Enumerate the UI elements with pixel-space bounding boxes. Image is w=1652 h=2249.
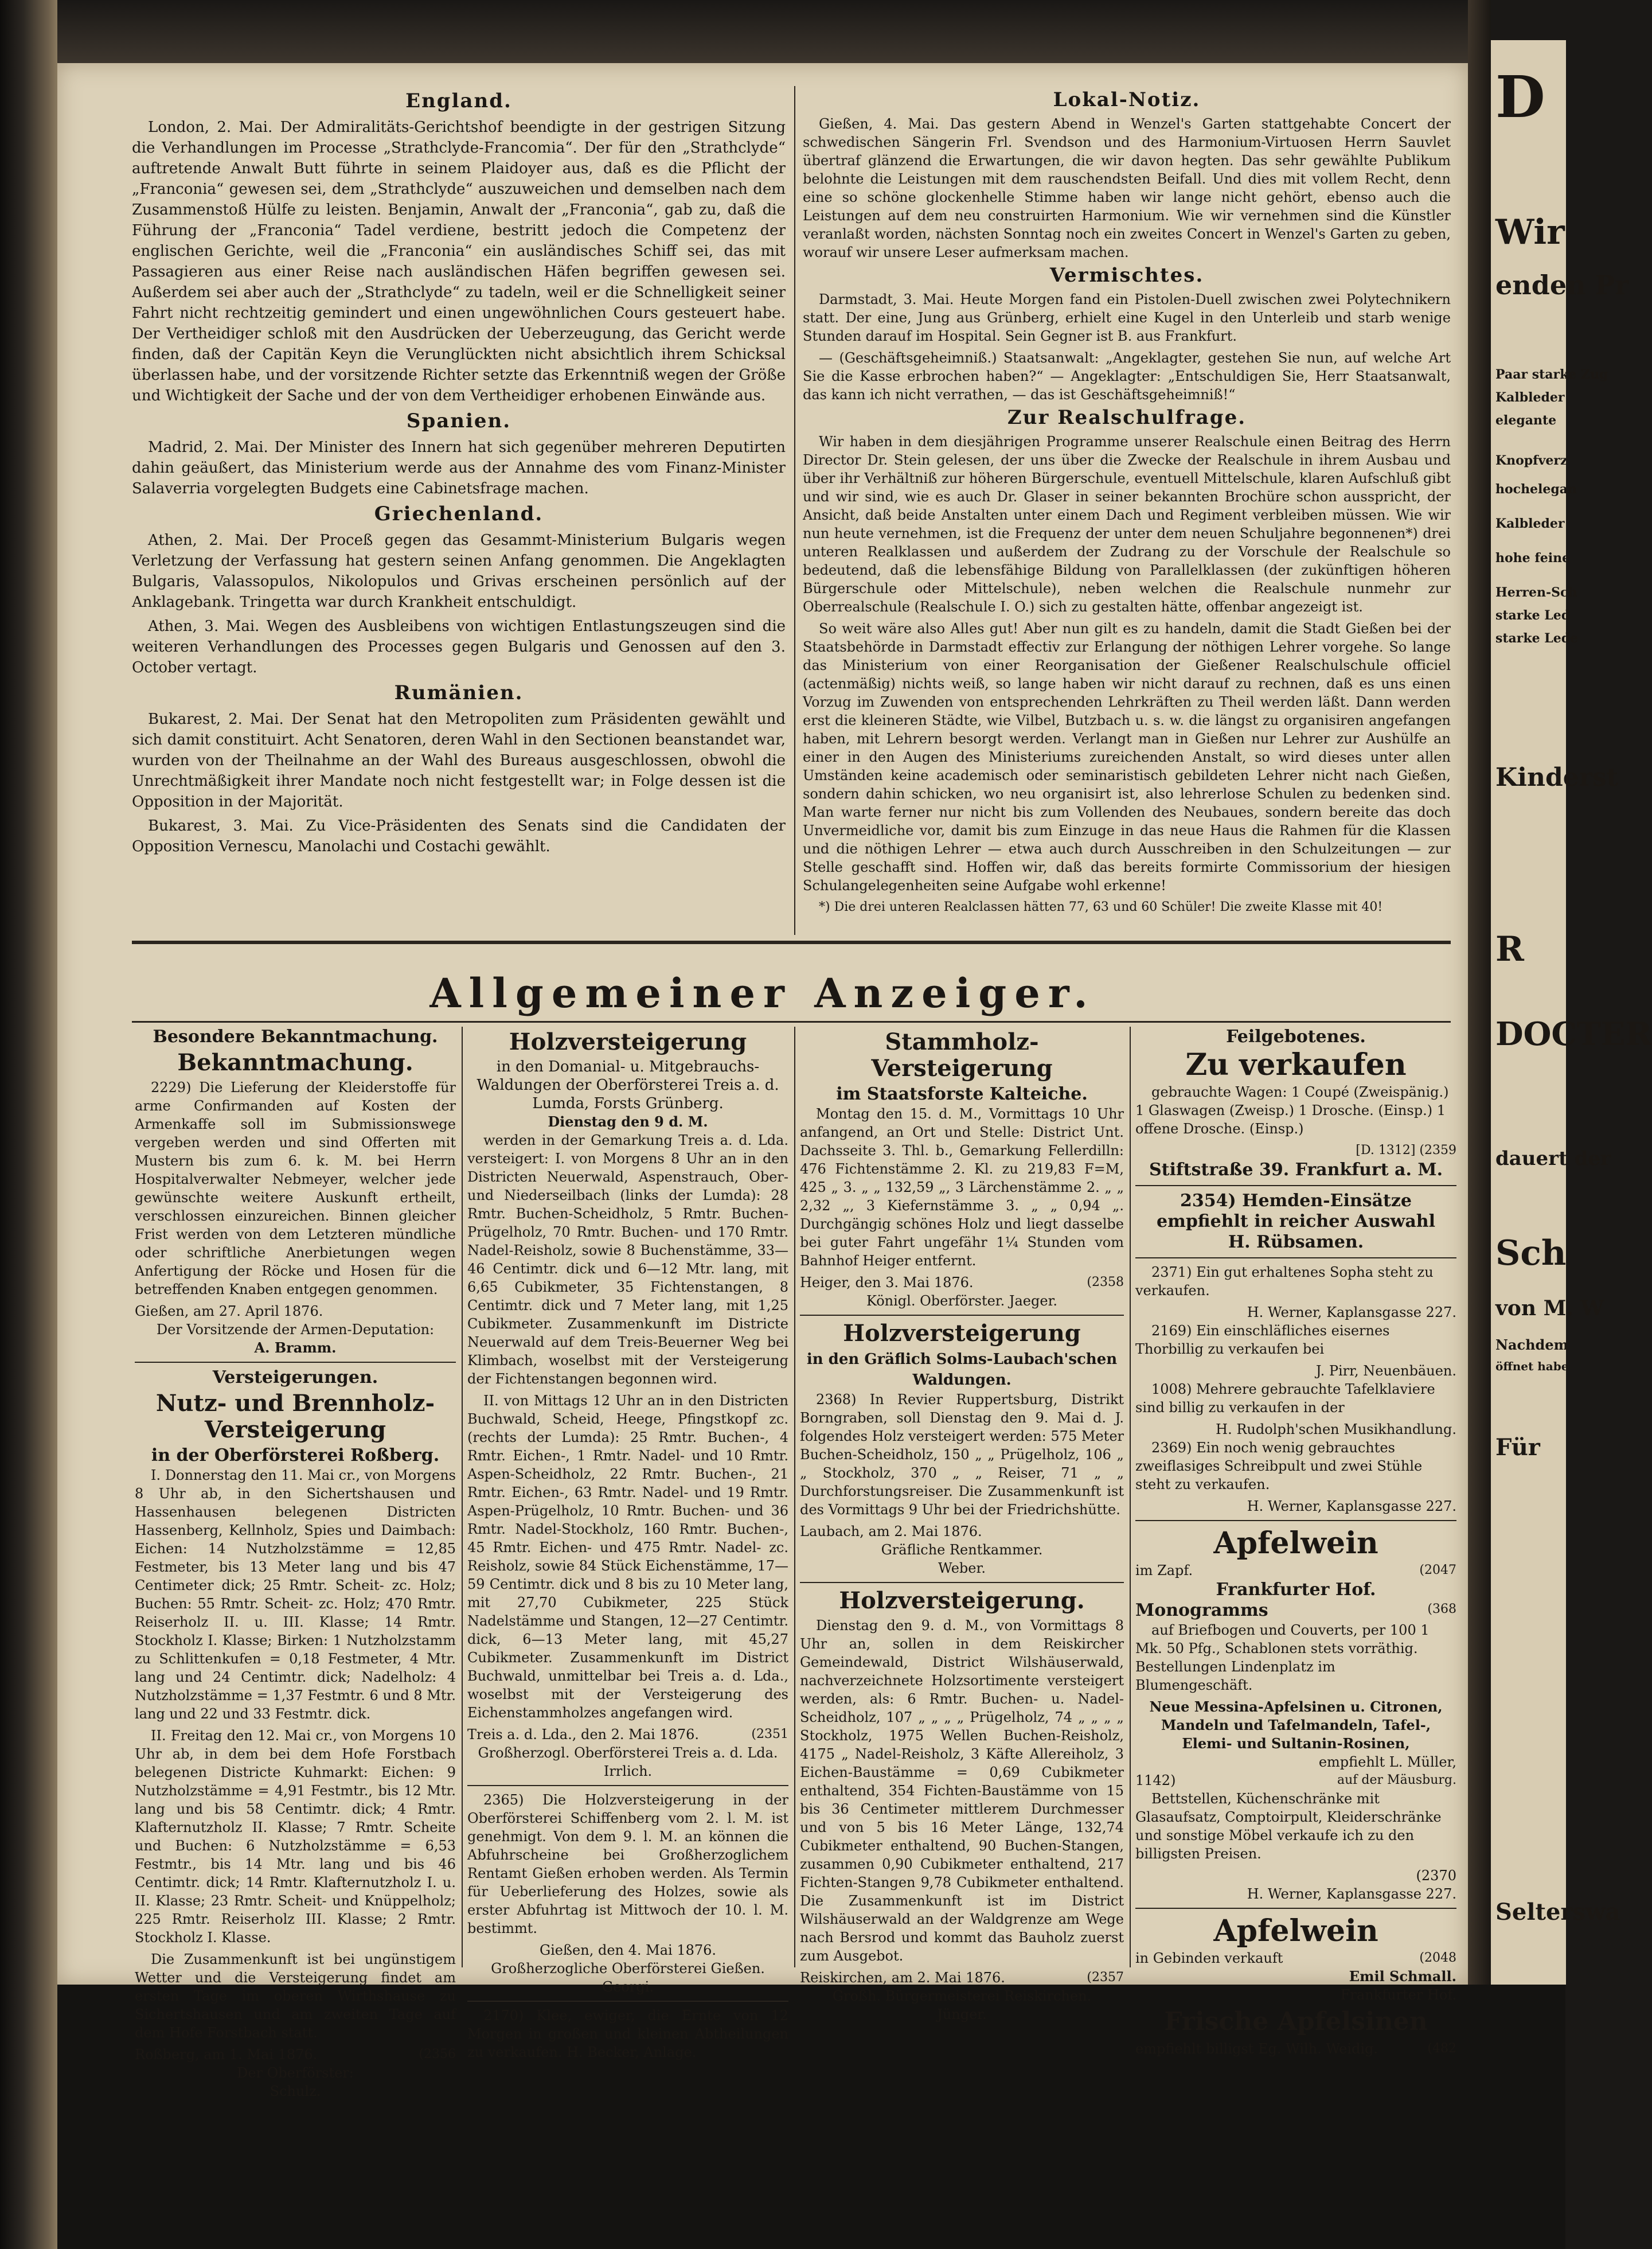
ad-column-2 xyxy=(467,1027,788,2065)
kalteiche-body: Montag den 15. d. M., Vormittags 10 Uhr anfangend, an Ort und Stelle: District Unt. Dachsseite 3. Thl. b., Gemarkung Fellerdilln: 476 Fichtenstämme 2. Kl. zu 219,83 F=M, 425 „ 3. „ „ 132,59 „, 3 Lärchenstämme 2. „ „ 2,32 „, 3 Kiefernstämme 3. „ „ 0,94 „. Durchgängig schönes Holz und liegt dasselbe bei guter Fahrt ungefähr 1¼ Stunden vom Bahnhof Heiger entfernt. xyxy=(800,1106,1124,1269)
reiskirchen-date-row xyxy=(800,1969,1124,1987)
messina-addr: auf der Mäusburg. xyxy=(1337,1773,1456,1787)
separator xyxy=(135,1362,456,1363)
ad-column-3 xyxy=(800,1027,1124,2024)
bekanntmachung-kicker: Besondere Bekanntmachung. xyxy=(153,1027,438,1047)
facing-page-fragment xyxy=(1491,40,1652,1985)
rp-line: starke Lede xyxy=(1495,631,1579,646)
apfelwein-stamp: (2047 xyxy=(1419,1563,1456,1577)
top-shadow xyxy=(57,0,1468,63)
anzeiger-banner: Allgemeiner Anzeiger. xyxy=(429,969,1096,1017)
separator xyxy=(1135,1257,1456,1258)
thor-sign: J. Pirr, Neuenbäuen. xyxy=(1315,1363,1456,1379)
schreibpult-ad: 2369) Ein noch wenig gebrauchtes zweiflasiges Schreibpult und zwei Stühle steht zu verkaufen. xyxy=(1135,1440,1423,1492)
rp-line: Kalbleder xyxy=(1495,390,1565,405)
rp-line: R xyxy=(1495,929,1524,969)
realschul-text-2: So weit wäre also Alles gut! Aber nun gilt es zu handeln, damit die Stadt Gießen bei der Staatsbehörde in Darmstadt effectiv zur Erlangung der nöthigen Lehrer vorgehe. So lange das Ministerium von einer Reorganisation der Gießener Realschulschule officiel (actenmäßig) nichts weiß, so lange haben wir nicht darauf zu rechnen, daß es uns einen Vorzug im Zuwenden von entsprechenden Lehrkräften zu Theil werden läßt. Dann werden erst die kleineren Städte, wie Vilbel, Butzbach u. s. w. die längst zu organisiren angefangen haben, mit Lehrern besorgt werden. Verlangt man in Gießen nur Lehrer zur Aushülfe an einer in den Augen des Ministeriums zureichenden Anstalt, so wird dieses unter allen Umständen keine academisch oder seminaristisch gebildeten Lehrer nicht nach Gießen, sondern dahin schicken, wo neu organisirt ist, also lehrerlose Schulen zu bedenken sind. Man warte ferner nur nicht bis zum Vollenden des Neubaues, sondern bereite das doch Unvermeidliche vor, damit bis zum Einzuge in das neue Haus die Rahmen für die Klassen und die nöthigen Lehrer — etwa auch durch Ausschreiben in den Schulzeitungen — zur Stelle geschafft sind. Hoffen wir, daß das bereits formirte Commissorium der hiesigen Schulangelegenheiten seine Aufgabe wohl erkenne! xyxy=(803,621,1451,894)
rp-line: starke Led xyxy=(1495,608,1571,623)
separator xyxy=(1135,1520,1456,1521)
rumaenien-text-2: Bukarest, 3. Mai. Zu Vice-Präsidenten des Senats sind die Candidaten der Opposition Vernescu, Manolachi und Costachi gewählt. xyxy=(132,817,786,855)
monogramms-body: auf Briefbogen und Couverts, per 100 1 Mk. 50 Pfg., Schablonen stets vorräthig. Bestellungen Lindenplatz im Blumengeschäft. xyxy=(1135,1622,1430,1693)
rp-line: hochelegan xyxy=(1495,482,1577,497)
bekanntmachung-sign-1: Der Vorsitzende der Armen-Deputation: xyxy=(156,1322,435,1338)
bekanntmachung-title: Bekanntmachung. xyxy=(177,1049,413,1076)
reiskirchen-title: Holzversteigerung. xyxy=(839,1587,1085,1614)
laubach-sign-2: Weber. xyxy=(938,1560,986,1576)
section-rule xyxy=(132,941,1451,944)
treis-body-2: II. von Mittags 12 Uhr an in den Districten Buchwald, Scheid, Heege, Pfingstkopf zc. (rechts der Lumda): 25 Rmtr. Buchen-, 4 Rmtr. Eichen-, 1 Rmtr. Nadel- und 10 Rmtr. Aspen-Scheidholz, 22 Rmtr. Buchen-, 21 Rmtr. Eichen-, 63 Rmtr. Nadel- und 19 Rmtr. Aspen-Prügelholz, 10 Rmtr. Buchen- und 36 Rmtr. Nadel-Stockholz, 160 Rmtr. Buchen-, 45 Rmtr. Eichen- und 475 Rmtr. Nadel- zc. Reisholz, sowie 84 Stück Eichenstämme, 17—59 Centimtr. dick und 8 bis zu 10 Meter lang, mit 27,70 Cubikmeter, 225 Stück Nadelstämme und Stangen, 12—27 Centimtr. dick, 6—13 Meter lang, mit 45,27 Cubikmeter. Zusammenkunft im District Buchwald, unmittelbar bei Treis a. d. Lda., woselbst mit der Versteigerung des Eichenstammholzes angefangen wird. xyxy=(467,1393,788,1721)
treis-sign: Großherzogl. Oberförsterei Treis a. d. Lda. Irrlich. xyxy=(478,1745,778,1779)
frische-stamp: (482 xyxy=(1427,2041,1456,2056)
lokal-text: Gießen, 4. Mai. Das gestern Abend in Wenzel's Garten stattgehabte Concert der schwedischen Sängerin Frl. Svendson und des Harmonium-Virtuosen Herrn Sauvlet übertraf glänzend die Erwartungen, die wir davon hegten. Das sehr gewählte Publikum belohnte die Leistungen mit dem rauschendsten Beifall. Und dies mit vollem Recht, denn eine so schöne glockenhelle Stimme haben wir lange nicht gehört, ebenso auch die Leistungen auf dem neu construirten Harmonium. Wie wir vernehmen sind die Künstler veranlaßt worden, nächsten Sonntag noch ein zweites Concert in Wenzel's Garten zu geben, worauf wir unsere Leser aufmerksam machen. xyxy=(803,116,1451,260)
kalteiche-title: Stammholz-Versteigerung xyxy=(871,1028,1053,1082)
news-column-left xyxy=(132,86,786,860)
griechenland-heading: Griechenland. xyxy=(374,502,544,525)
spanien-text: Madrid, 2. Mai. Der Minister des Innern hat sich gegenüber mehreren Deputirten dahin geäußert, das Ministerium werde aus der Annahme des vom Finanz-Minister Salaverria vorgelegten Budgets eine Cabinetsfrage machen. xyxy=(132,439,786,497)
treis-subtitle: in den Domanial- u. Mitgebrauchs-Waldungen der Oberförsterei Treis a. d. Lumda, Forsts Grünberg. xyxy=(477,1058,779,1112)
hemden-title: 2354) Hemden-Einsätze empfiehlt in reicher Auswahl xyxy=(1156,1191,1436,1231)
separator xyxy=(467,2001,788,2002)
monogramms-title: Monogramms xyxy=(1135,1600,1268,1620)
rossberg-date: Roßberg, am 1. Mai 1876. xyxy=(135,2047,318,2063)
ad-column-4 xyxy=(1135,1027,1456,2058)
realschul-text-1: Wir haben in dem diesjährigen Programme unserer Realschule einen Beitrag des Herrn Director Dr. Stein gelesen, der uns über die Zwecke der Realschule in ihrem Ausbau und über ihr Verhältniß zur höheren Bürgerschule, eventuell Mittelschule, klaren Aufschluß gibt und wir sind, wie es auch Dr. Glaser in seiner bekannten Brochüre schon ausspricht, der Ansicht, daß beide Anstalten unter einem Dach und Regiment verbleiben müssen. Wie wir nun heute vernehmen, ist die Frequenz der unter dem neuen Schuljahre begonnenen*) drei unteren Realklassen und außerdem der Zudrang zu der Vorschule der Realschule so bedeutend, daß die lebensfähige Bildung von Parallelklassen (der zukünftigen höheren Bürgerschule oder Mittelschule), neben welchen die Realschule nunmehr zur Oberrealschule (Realschule I. O.) sich zu gestalten hätte, offenbar angezeigt ist. xyxy=(803,434,1451,615)
ad-rule-3 xyxy=(1130,1027,1131,1967)
messina-sign: empfiehlt L. Müller, xyxy=(1318,1754,1456,1770)
messina-ad: Neue Messina-Apfelsinen u. Citronen, Mandeln und Tafelmandeln, Tafel-, Elemi- und Sultanin-Rosinen, xyxy=(1149,1698,1443,1752)
rp-line: Nachdem xyxy=(1495,1336,1568,1353)
monogramms-stamp: (368 xyxy=(1427,1602,1456,1616)
rp-line: Sch xyxy=(1495,1233,1567,1273)
kalteiche-subtitle: im Staatsforste Kalteiche. xyxy=(836,1084,1088,1104)
rp-line: von M. W xyxy=(1495,1296,1604,1320)
rossberg-date-row xyxy=(135,2045,456,2064)
wagen-stamp-1: [D. 1312] xyxy=(1356,1143,1416,1157)
laubach-sign-1: Gräfliche Rentkammer. xyxy=(881,1542,1043,1558)
bettstellen-stamp: (2370 xyxy=(1416,1868,1456,1884)
apfelwein2-sub: in Gebinden verkauft xyxy=(1135,1950,1283,1966)
realschul-footnote: *) Die drei unteren Realclassen hätten 77, 63 und 60 Schüler! Die zweite Klasse mit 40! xyxy=(819,900,1383,914)
rp-line: Für xyxy=(1495,1434,1540,1461)
ad-rule-2 xyxy=(794,1027,795,1967)
bekanntmachung-date: Gießen, am 27. April 1876. xyxy=(135,1303,323,1319)
messina-row xyxy=(1135,1771,1456,1790)
wagen-address: Stiftstraße 39. Frankfurt a. M. xyxy=(1149,1160,1443,1180)
rp-line: enden Pr xyxy=(1495,270,1629,301)
treis-stamp: (2351 xyxy=(751,1727,788,1741)
rossberg-body-3: Die Zusammenkunft ist bei ungünstigem Wetter und die Versteigerung findet am ersten Tage im oberen Wirthshause zu Sichertshausen und am zweiten Tage auf dem Hofe Forstbach statt. xyxy=(135,1951,456,2041)
hemden-name: H. Rübsamen. xyxy=(1228,1232,1364,1252)
rp-line: öffnet habe xyxy=(1495,1359,1569,1373)
klavier-sign: H. Rudolph'schen Musikhandlung. xyxy=(1216,1421,1456,1437)
apfelwein2-name: Emil Schmall. xyxy=(1349,1968,1456,1985)
laubach-subtitle: in den Gräflich Solms-Laubach'schen Waldungen. xyxy=(806,1351,1118,1389)
kalteiche-date: Heiger, den 3. Mai 1876. xyxy=(800,1274,974,1291)
rp-line: D xyxy=(1495,63,1545,131)
messina-stamp: 1142) xyxy=(1135,1772,1176,1788)
sopha-sign: H. Werner, Kaplansgasse 227. xyxy=(1247,1304,1456,1320)
reiskirchen-stamp: (2357 xyxy=(1087,1970,1124,1985)
schiffenberg-date: Gießen, den 4. Mai 1876. xyxy=(539,1942,717,1958)
reiskirchen-date: Reiskirchen, am 2. Mai 1876. xyxy=(800,1970,1005,1986)
separator xyxy=(467,1785,788,1786)
rossberg-sign-2: Schulz. xyxy=(270,2083,321,2099)
versteigerungen-kicker: Versteigerungen. xyxy=(212,1367,378,1387)
frische-title: Frische Apfelsinen xyxy=(1164,2007,1428,2036)
treis-body-1: werden in der Gemarkung Treis a. d. Lda. versteigert: I. von Morgens 8 Uhr an in den Districten Neuerwald, Aspenstrauch, Ober- und Niederseilbach (links der Lumda): 28 Rmtr. Buchen-Scheidholz, 5 Rmtr. Buchen-Prügelholz, 70 Rmtr. Buchen- und 170 Rmtr. Nadel-Reisholz, sowie 8 Buchenstämme, 33—46 Centimtr. dick und 6—12 Mtr. lang, mit 6,65 Cubikmeter, 35 Fichtenstangen, 8 Centimtr. dick und 7 Meter lang, mit 1,25 Cubikmeter. Zusammenkunft im Districte Neuerwald auf dem Treis-Beuerner Weg bei Klimbach, woselbst mit der Versteigerung der Fichtenstangen begonnen wird. xyxy=(467,1132,788,1387)
rossberg-body-1: I. Donnerstag den 11. Mai cr., von Morgens 8 Uhr ab, in den Sichertshausen und Hassenhausen belegenen Districten Hassenberg, Kellnholz, Spies und Daimbach: Eichen: 14 Nutzholzstämme = 12,85 Festmeter, bis 13 Meter lang und bis 47 Centimeter dick; 25 Rmtr. Scheit- zc. Holz; Buchen: 55 Rmtr. Scheit- zc. Holz; 470 Rmtr. Reiserholz II. u. III. Klasse; 14 Rmtr. Stockholz I. Klasse; Birken: 1 Nutzholzstamm zu Schlittenkufen = 0,18 Festmeter, 4 Mtr. lang und 24 Centimtr. dick; Nadelholz: 4 Nutzholzstämme = 1,37 Festmtr. 6 und 8 Mtr. lang und 22 und 33 Festmtr. dick. xyxy=(135,1467,456,1722)
bekanntmachung-sign-2: A. Bramm. xyxy=(254,1339,337,1356)
klavier-ad: 1008) Mehrere gebrauchte Tafelklaviere sind billig zu verkaufen in der xyxy=(1135,1381,1435,1416)
vermischtes-heading: Vermischtes. xyxy=(1049,264,1204,287)
lokal-heading: Lokal-Notiz. xyxy=(1053,88,1201,111)
reiskirchen-sign-1: Großh. Bürgermeisterei Reiskirchen. xyxy=(832,1988,1092,2004)
england-text: London, 2. Mai. Der Admiralitäts-Gerichtshof beendigte in der gestrigen Sitzung die Verhandlungen im Processe „Strathclyde-Francomia“. Der für den „Strathclyde“ auftretende Anwalt Butt führte in seinem Plaidoyer aus, daß es die Pflicht der „Franconia“ gewesen sei, dem „Strathclyde“ auszuweichen und demselben nach dem Zusammenstoß Hülfe zu leisten. Benjamin, Anwalt der „Franconia“, gab zu, daß die Führung der „Franconia“ Tadel verdiene, bestritt jedoch die Competenz der englischen Gerichte, weil die „Franconia“ ein ausländisches Schiff sei, das mit Passagieren aus einer Reise nach ausländischen Häfen begriffen gewesen sei. Außerdem sei aber auch der „Strathclyde“ zu tadeln, weil er die Schnelligkeit seiner Fahrt nicht rechtzeitig gemindert und einen ungewöhnlichen Cours gesteuert habe. Der Vertheidiger schloß mit den Ausdrücken der Ueberzeugung, das Gericht werde finden, daß der Capitän Keyn die Verunglückten nicht absichtlich ihrem Schicksal überlassen habe, und der vorsitzende Richter setzte das Erkenntniß wegen der Größe und Wichtigkeit der Sache und der von dem Vertheidiger erhobenen Einwände aus. xyxy=(132,119,786,404)
apfelwein-title: Apfelwein xyxy=(1213,1526,1378,1561)
vermischtes-text-1: Darmstadt, 3. Mai. Heute Morgen fand ein Pistolen-Duell zwischen zwei Polytechnikern statt. Der eine, Jung aus Grünberg, erhielt eine Kugel in den Unterleib und starb wenige Stunden darauf im Hospital. Sein Gegner ist B. aus Frankfurt. xyxy=(803,291,1451,344)
rossberg-stamp: (2356 xyxy=(419,2047,456,2061)
reiskirchen-body: Dienstag den 9. d. M., von Vormittags 8 Uhr an, sollen in dem Reiskircher Gemeindewald, District Wilshäuserwald, nachverzeichnete Holzsortimente versteigert werden, als: 6 Rmtr. Buchen- u. Nadel-Scheidholz, 107 „ „ „ „ Prügelholz, 74 „ „ „ „ Stockholz, 1975 Wellen Buchen-Reisholz, 4175 „ Nadel-Reisholz, 3 Käfte Allereiholz, 3 Eichen-Baustämme = 0,69 Cubikmeter enthaltend, 354 Fichten-Baustämme von 15 bis 36 Centimeter mittlerem Durchmesser und von 5 bis 16 Meter Länge, 132,74 Cubikmeter enthaltend, 90 Buchen-Stangen, zusammen 0,90 Cubikmeter enthaltend, 217 Fichten-Stangen 9,78 Cubikmeter enthaltend. Die Zusammenkunft ist im District Wilshäuserwald an der Waldgrenze am Wege nach Bersrod und kommt das Bauholz zuerst zum Ausgebot. xyxy=(800,1617,1124,1964)
bettstellen-ad: Bettstellen, Küchenschränke mit Glasaufsatz, Comptoirpult, Kleiderschränke und sonstige Möbel verkaufe ich zu den billigsten Preisen. xyxy=(1135,1791,1442,1862)
reiskirchen-sign-2: Jünger. xyxy=(937,2006,987,2022)
treis-title: Holzversteigerung xyxy=(509,1028,747,1055)
sopha-ad: 2371) Ein gut erhaltenes Sopha steht zu verkaufen. xyxy=(1135,1264,1434,1299)
bekanntmachung-body: 2229) Die Lieferung der Kleiderstoffe für arme Confirmanden auf Kosten der Armenkaffe soll im Submissionswege vergeben werden und sind Offerten mit Mustern bis zum 6. k. M. bei Herrn Hospitalverwalter Nebmeyer, welcher jede gewünschte weitere Auskunft ertheilt, verschlossen einzureichen. Binnen gleicher Frist werden von dem Letzteren mündliche oder schriftliche Anerbietungen wegen Anfertigung der Röcke und Hosen für die betreffenden Knaben entgegen genommen. xyxy=(135,1079,456,1297)
banner-rule xyxy=(132,1021,1451,1023)
news-column-right xyxy=(803,86,1451,920)
england-heading: England. xyxy=(405,89,512,112)
rp-line: Paar starke Zug xyxy=(1495,367,1608,382)
rp-line: Herren-Sch xyxy=(1495,585,1577,600)
rossberg-title: Nutz- und Brennholz-Versteigerung xyxy=(155,1390,435,1443)
thor-ad: 2169) Ein einschläfliches eisernes Thorbillig zu verkaufen bei xyxy=(1135,1323,1390,1357)
kalteiche-stamp: (2358 xyxy=(1087,1275,1124,1289)
apfelwein2-title: Apfelwein xyxy=(1213,1913,1378,1948)
rp-line: Kalbleder xyxy=(1495,516,1565,531)
bettstellen-sign: H. Werner, Kaplansgasse 227. xyxy=(1247,1886,1456,1902)
griechenland-text-2: Athen, 3. Mai. Wegen des Ausbleibens von wichtigen Entlastungszeugen sind die weiteren Verhandlungen des Processes gegen Bulgaris und Genossen auf den 3. October vertagt. xyxy=(132,618,786,676)
rp-line: Selterswa xyxy=(1495,1899,1620,1926)
treis-date-2: Treis a. d. Lda., den 2. Mai 1876. xyxy=(467,1726,700,1743)
separator xyxy=(800,1582,1124,1583)
feilgebotenes-kicker: Feilgebotenes. xyxy=(1226,1027,1366,1047)
ad-rule-1 xyxy=(462,1027,463,1967)
rossberg-sign-1: Der Oberförster: xyxy=(237,2065,354,2081)
verkaufen-title: Zu verkaufen xyxy=(1185,1047,1407,1082)
wagen-body: gebrauchte Wagen: 1 Coupé (Zweispänig.) 1 Glaswagen (Zweisp.) 1 Drosche. (Einsp.) 1 offene Drosche. (Einsp.) xyxy=(1135,1084,1449,1137)
ad-column-1 xyxy=(135,1027,456,2100)
griechenland-text-1: Athen, 2. Mai. Der Proceß gegen das Gesammt-Ministerium Bulgaris wegen Verletzung der Verfassung hat gestern seinen Anfang genommen. Die Angeklagten Bulgaris, Valassopulos, Nikolopulos und Grivas erscheinen persönlich auf der Anklagebank. Tringetta war durch Krankheit entschuldigt. xyxy=(132,532,786,611)
apfelwein2-addr: Frankfurter Hof. xyxy=(1340,1987,1456,2003)
laubach-body: 2368) In Revier Ruppertsburg, Distrikt Borngraben, soll Dienstag den 9. Mai d. J. folgendes Holz versteigert werden: 575 Meter Buchen-Scheidholz, 150 „ „ Prügelholz, 106 „ „ Stockholz, 370 „ „ Reiser, 71 „ „ Durchforstungsreiser. Die Zusammenkunft ist des Vormittags 9 Uhr bei der Friedrichshütte. xyxy=(800,1392,1124,1518)
kalteiche-date-row xyxy=(800,1273,1124,1292)
separator xyxy=(1135,1185,1456,1186)
rp-line: Kinderst xyxy=(1495,763,1618,792)
frische-sign: empfiehlt billigst Eg. Wilh. Weidig. xyxy=(1135,2041,1378,2057)
rp-line: elegante xyxy=(1495,413,1557,428)
separator xyxy=(1135,1908,1456,1909)
binding-left xyxy=(0,0,57,2249)
apfelwein-name: Frankfurter Hof. xyxy=(1216,1580,1376,1600)
rumaenien-text-1: Bukarest, 2. Mai. Der Senat hat den Metropoliten zum Präsidenten gewählt und sich damit constituirt. Acht Senatoren, deren Wahl in den Sectionen beanstandet war, wurden von der Theilnahme an der Wahl des Bureaus ausgeschlossen, obwohl die Unrechtmäßigkeit ihrer Mandate noch nicht festgestellt war; in Folge dessen ist die Opposition in der Majorität. xyxy=(132,711,786,810)
realschul-heading: Zur Realschulfrage. xyxy=(1007,406,1247,429)
rp-line: Wir xyxy=(1495,212,1565,252)
wagen-stamps xyxy=(1135,1141,1456,1160)
schiffenberg-sign-2: Georgi. xyxy=(602,1979,654,1995)
treis-date: Dienstag den 9 d. M. xyxy=(548,1113,708,1130)
frische-row xyxy=(1135,2040,1456,2058)
column-rule-top xyxy=(794,86,795,935)
laubach-title: Holzversteigerung xyxy=(843,1320,1081,1347)
rp-line: hohe feine xyxy=(1495,551,1571,566)
wagen-stamp-2: (2359 xyxy=(1419,1143,1456,1157)
apfelwein2-row xyxy=(1135,1949,1456,1967)
rp-line: Knopfverz xyxy=(1495,453,1568,468)
rumaenien-heading: Rumänien. xyxy=(394,681,524,704)
laubach-date: Laubach, am 2. Mai 1876. xyxy=(800,1523,982,1539)
schiffenberg-notice: 2365) Die Holzversteigerung in der Oberförsterei Schiffenberg vom 2. l. M. ist genehmigt. Von dem 9. l. M. an können die Abfuhrscheine bei Großherzoglichem Rentamt Gießen erhoben werden. Als Termin für Ueberlieferung des Holzes, sowie als erster Abfuhrtag ist Mittwoch der 10. l. M. bestimmt. xyxy=(467,1792,788,1936)
separator xyxy=(800,1315,1124,1316)
spanien-heading: Spanien. xyxy=(406,410,511,432)
schreibpult-sign: H. Werner, Kaplansgasse 227. xyxy=(1247,1498,1456,1514)
vermischtes-text-2: — (Geschäftsgeheimniß.) Staatsanwalt: „Angeklagter, gestehen Sie nun, auf welche Art Sie die Kasse erbrochen haben?“ — Angeklagter: „Entschuldigen Sie, Herr Staatsanwalt, das kann ich nicht verrathen, — das ist Geschäftsgeheimniß!“ xyxy=(803,350,1451,403)
treis-date-row xyxy=(467,1725,788,1744)
apfelwein2-stamp: (2048 xyxy=(1419,1951,1456,1965)
book-spine xyxy=(1468,0,1491,2249)
klee-ad: 2170) Klee, ewiger, die Ernte von 12 Morgen in großen und kleinen Abtheilungen zu verkaufen. H. Becker, Anlage. xyxy=(467,2008,788,2060)
rossberg-subtitle: in der Oberförsterei Roßberg. xyxy=(151,1445,440,1465)
rp-line: DOCTER xyxy=(1495,1015,1652,1053)
rp-line: dauert der xyxy=(1495,1147,1611,1170)
monogramms-row xyxy=(1135,1600,1456,1621)
schiffenberg-sign-1: Großherzogliche Oberförsterei Gießen. xyxy=(491,1960,765,1977)
rossberg-body-2: II. Freitag den 12. Mai cr., von Morgens 10 Uhr ab, in dem bei dem Hofe Forstbach belegenen Districte Kuhmarkt: Eichen: 9 Nutzholzstämme = 4,91 Festmtr., bis 12 Mtr. lang und bis 58 Centimtr. dick; 4 Rmtr. Klafternutzholz II. Klasse; 7 Rmtr. Scheite und Buchen: 6 Nutzholzstämme = 6,53 Festmtr., bis 14 Mtr. lang und bis 46 Centimtr. dick; 14 Rmtr. Klafternutzholz I. u. II. Klasse; 23 Rmtr. Scheit- und Knüppelholz; 225 Rmtr. Reiserholz III. Klasse; 2 Rmtr. Stockholz I. Klasse. xyxy=(135,1728,456,1946)
apfelwein-sub: im Zapf. xyxy=(1135,1562,1193,1578)
apfelwein-row xyxy=(1135,1561,1456,1580)
kalteiche-sign: Königl. Oberförster. Jaeger. xyxy=(866,1293,1058,1309)
